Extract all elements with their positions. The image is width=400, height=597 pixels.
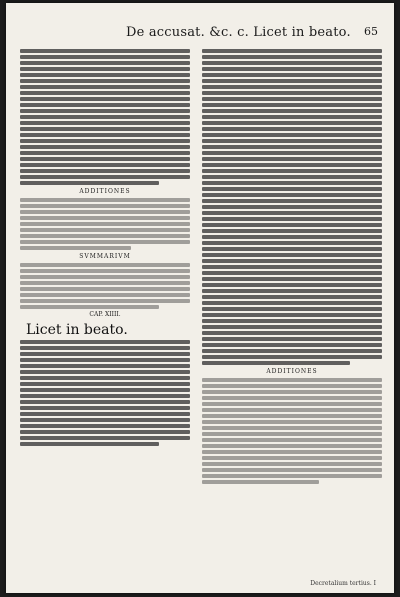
running-title: De accusat. &c. c. Licet in beato. [126,25,351,40]
left-additiones-heading: ADDITIONES [79,188,131,195]
page-number: 65 [364,25,378,38]
chapter-label: CAP. XIIII. [89,311,121,318]
right-text-block-2 [202,378,382,484]
right-column [202,47,382,573]
right-text-block-1 [202,49,382,365]
left-text-block-2 [20,198,190,250]
right-additiones-heading: ADDITIONES [266,368,318,375]
chapter-title: Licet in beato. [26,322,128,338]
left-text-block-1 [20,49,190,185]
document-page [6,3,394,593]
page-header [6,15,394,45]
summarium-text [20,263,190,309]
summarium-heading: SVMMARIVM [79,253,131,260]
left-column [20,47,190,573]
left-text-block-3 [20,340,190,446]
page-footer: Decretalium tertius. I [310,580,376,587]
